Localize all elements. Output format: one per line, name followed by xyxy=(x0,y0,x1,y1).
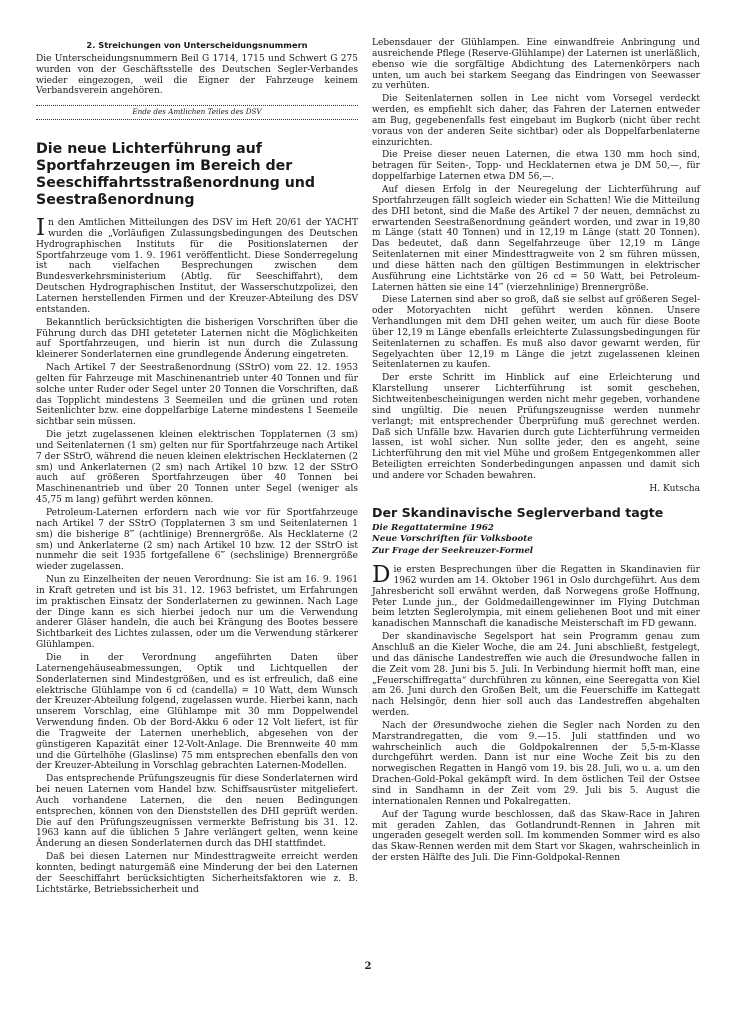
article-paragraph: Nun zu Einzelheiten der neuen Verordnung: Sie ist am 16. 9. 1961 in Kraft getreten und ist bis 31. 12. 1963 befristet, um Erfahrungen im praktischen Einsatz der Sonderlaternen zu gewinnen. Nach Lage der Dinge kann es sich hierbei jedoch nur um die Verwendung anderer Gläser handeln, die auch bei Krängung des Bootes bessere Sichtbarkeit des Lichtes zulassen, oder um die Verwendung stärkerer Glühlampen. xyxy=(36,575,358,651)
article-title-seglerverband: Der Skandinavische Seglerverband tagte xyxy=(372,504,664,520)
article-paragraph: Die ersten Besprechungen über die Regatten in Skandinavien für 1962 wurden am 14. Oktober 1961 in Oslo durchgeführt. Aus dem Jahresbericht soll erwähnt werden, daß Norwegens große Hoffnung, Peter Lunde jun., der Goldmedaillengewinner im Flying Dutchman beim letzten Seglerolympia, mit einem geliehenen Boot und mit einer kanadischen Mannschaft die kanadische Meisterschaft im FD gewann. xyxy=(372,562,700,630)
article-paragraph: Lebensdauer der Glühlampen. Eine einwandfreie Anbringung und ausreichende Pflege (Reserve-Glühlampe) der Laternen ist unerläßlich, ebenso wie die sorgfältige Abdichtung des Laternenkörpers nach unten, um auch bei starkem Seegang das Eindringen von Seewasser zu verhüten. xyxy=(372,38,700,92)
article-title-lichterfuehrung: Die neue Lichterführung auf Sportfahrzeugen im Bereich der Seeschiffahrtsstraßenordnung und Seestraßenordnung xyxy=(36,141,316,209)
subheading: Zur Frage der Seekreuzer-Formel xyxy=(372,545,534,556)
article-paragraph: Die Seitenlaternen sollen in Lee nicht vom Vorsegel verdeckt werden, es empfiehlt sich daher, das Fahren der Laternen entweder am Bug, gegebenenfalls fest eingebaut im Bugkorb (nicht über recht voraus von der anderen Seite sichtbar) oder als Doppelfarbenlaterne einzurichten. xyxy=(372,94,700,148)
article-paragraph: Diese Laternen sind aber so groß, daß sie selbst auf größeren Segel- oder Motoryachten nicht geführt werden können. Unsere Verhandlungen mit dem DHI gehen weiter, um auch für diese Boote über 12,19 m Länge ebenfalls erleichterte Zulassungsbedingungen für Seitenlaternen zu schaffen. Es muß also davor gewarnt werden, für Segelyachten über 12,19 m Länge die jetzt zugelassenen kleinen Seitenlaternen zu kaufen. xyxy=(372,295,700,371)
drop-cap: D xyxy=(372,562,391,589)
article-paragraph: Bekanntlich berücksichtigten die bisherigen Vorschriften über die Führung durch das DHI geteteter Laternen nicht die Möglichkeiten auf Sportfahrzeugen, und hierin ist nun durch die Zulassung kleinerer Sonderlaternen eine grundlegende Änderung eingetreten. xyxy=(36,317,358,361)
article-paragraph: Die in der Verordnung angeführten Daten über Laternengehäuseabmessungen, Optik und Lichtquellen der Sonderlaternen sind Mindestgrößen, und es ist erfreulich, daß eine elektrische Glühlampe von 6 cd (candella) = 10 Watt, dem Wunsch der Kreuzer-Abteilung folgend, zugelassen wurde. Hierbei kann, nach unserem Vorschlag, eine Glühlampe mit 30 mm Doppelwendel Verwendung finden. Ob der Bord-Akku 6 oder 12 Volt liefert, ist für die Tragweite der Laternen unerheblich, abgesehen von der günstigeren Kapazität einer 12-Volt-Anlage. Die Brennweite 40 mm und die Gürtelhöhe (Glaslinse) 75 mm entsprechen ebenfalls den von der Kreuzer-Abteilung in Vorschlag gebrachten Laternen-Modellen. xyxy=(36,652,358,772)
article-paragraph: Die jetzt zugelassenen kleinen elektrischen Topplaternen (3 sm) und Seitenlaternen (1 sm) gelten nur für Sportfahrzeuge nach Artikel 7 der SStrO, während die neuen kleinen elektrischen Hecklaternen (2 sm) und Ankerlaternen (2 sm) nach Artikel 10 bzw. 12 der SStrO auch auf größeren Sportfahrzeugen über 40 Tonnen bei Maschinenantrieb und über 20 Tonnen unter Segel (weniger als 45,75 m lang) geführt werden können. xyxy=(36,430,358,506)
section-heading: 2. Streichungen von Unterscheidungsnummern xyxy=(86,40,308,50)
right-column xyxy=(372,38,700,866)
left-column xyxy=(36,38,358,898)
article-paragraph: Daß bei diesen Laternen nur Mindesttragweite erreicht werden konnten, bedingt naturgemäß eine Minderung der bei den Laternen der Seeschiffahrt berücksichtigten Sicherheitsfaktoren wie z. B. Lichtstärke, Betriebssicherheit und xyxy=(36,852,358,895)
subheading: Die Regattatermine 1962 xyxy=(372,522,494,533)
section-paragraph: Die Unterscheidungsnummern Beil G 1714, 1715 und Schwert G 275 wurden von der Geschäftsstelle des Deutschen Segler-Verbandes wieder eingezogen, weil die Eigner der Fahrzeuge keinem Verbandsverein angehören. xyxy=(36,53,358,97)
page-number: 2 xyxy=(364,961,372,972)
article-paragraph: Petroleum-Laternen erfordern nach wie vor für Sportfahrzeuge nach Artikel 7 der SStrO (Topplaternen 3 sm und Seitenlaternen 1 sm) die bisherige 8‴ (achtlinige) Brennergröße. Als Hecklaterne (2 sm) und Ankerlaterne (2 sm) nach Artikel 10 bzw. 12 der SStrO ist nunmehr die seit 1935 fortgefallene 6‴ (sechslinige) Brennergröße wieder zugelassen. xyxy=(36,508,358,573)
article-paragraph: Das entsprechende Prüfungszeugnis für diese Sonderlaternen wird bei neuen Laternen vom Handel bzw. Schiffsausrüster mitgeliefert. Auch vorhandene Laternen, die den neuen Bedingungen entsprechen, können von den Dienststellen des DHI geprüft werden. Die auf den Prüfungszeugnissen vermerkte Befristung bis 31. 12. 1963 kann auf die üblichen 5 Jahre verlängert gelten, wenn keine Änderung an diesen Sonderlaternen durch das DHI stattfindet. xyxy=(36,774,358,850)
article-paragraph: Auf der Tagung wurde beschlossen, daß das Skaw-Race in Jahren mit geraden Zahlen, das Gotlandrundt-Rennen in Jahren mit ungeraden gesegelt werden soll. Im kommenden Sommer wird es also das Skaw-Rennen werden mit dem Start vor Skagen, wahrscheinlich in der ersten Hälfte des Juli. Die Finn-Goldpokal-Rennen xyxy=(372,809,700,864)
article-paragraph: Die Preise dieser neuen Laternen, die etwa 130 mm hoch sind, betragen für Seiten-, Topp- und Hecklaternen etwa je DM 50,—, für doppelfarbige Laternen etwa DM 56,—. xyxy=(372,150,700,183)
article-paragraph: Der erste Schritt im Hinblick auf eine Erleichterung und Klarstellung unserer Lichterführung ist somit geschehen, Sichtweitenbescheinigungen werden nicht mehr gegeben, vorhandene sind ungültig. Die neuen Prüfungszeugnisse werden nunmehr verlangt; mit entsprechender Überprüfung muß gerechnet werden. Daß sich Unfälle bzw. Havarien durch gute Lichterführung vermeiden lassen, ist wohl sicher. Nun sollte jeder, den es angeht, seine Lichterführung den mit viel Mühe und großem Entgegenkommen aller Beteiligten erreichten Sonderbedingungen anpassen und damit sich und andere vor Schaden bewahren. xyxy=(372,373,700,481)
article-paragraph: In den Amtlichen Mitteilungen des DSV im Heft 20/61 der YACHT wurden die „Vorläufigen Zulassungsbedingungen des Deutschen Hydrographischen Instituts für die Positionslaternen der Sportfahrzeuge vom 1. 9. 1961 veröffentlicht. Diese Sonderregelung ist nach vielfachen Besprechungen zwischen dem Bundesverkehrsministerium (Abtlg. für Seeschiffahrt), dem Deutschen Hydrographischen Institut, der Wasserschutzpolizei, den Laternen herstellenden Firmen und der Kreuzer-Abteilung des DSV entstanden. xyxy=(36,215,358,315)
author-signature: H. Kutscha xyxy=(649,483,700,494)
article-paragraph: Nach Artikel 7 der Seestraßenordnung (SStrO) vom 22. 12. 1953 gelten für Fahrzeuge mit Maschinenantrieb unter 40 Tonnen und für solche unter Ruder oder Segel unter 20 Tonnen die Vorschriften, daß das Topplicht mindestens 3 Seemeilen und die grünen und roten Seitenlichter bzw. eine doppelfarbige Laterne mindestens 1 Seemeile sichtbar sein müssen. xyxy=(36,363,358,428)
drop-cap: I xyxy=(36,215,46,242)
article-paragraph: Auf diesen Erfolg in der Neuregelung der Lichterführung auf Sportfahrzeugen fällt sogleich wieder ein Schatten! Wie die Mitteilung des DHI betont, sind die Maße des Artikel 7 der neuen, demnächst zu erwartenden Seestraßenordnung geändert worden, und zwar in 19,80 m Länge (statt 40 Tonnen) und in 12,19 m Länge (statt 20 Tonnen). Das bedeutet, daß dann Segelfahrzeuge über 12,19 m Länge Seitenlaternen mit einer Mindesttragweite von 2 sm führen müssen, und diese hätten nach den gültigen Bestimmungen in elektrischer Ausführung eine Lichtstärke von 26 cd = 50 Watt, bei Petroleum-Laternen hätten sie eine 14‴ (vierzehnlinige) Brennergröße. xyxy=(372,184,700,293)
article-paragraph: Nach der Øresundwoche ziehen die Segler nach Norden zu den Marstrandregatten, die vom 9.—15. Juli stattfinden und wo wahrscheinlich auch die Goldpokalrennen der 5,5-m-Klasse durchgeführt werden. Dann ist nur eine Woche Zeit bis zu den norwegischen Regatten in Hangö vom 19. bis 28. Juli, wo u. a. um den Drachen-Gold-Pokal gekämpft wird. In dem östlichen Teil der Ostsee sind in Sandhamn in der Zeit vom 29. Juli bis 5. August die internationalen Rennen und Pokalregatten. xyxy=(372,720,700,807)
end-of-official-section-marker: Ende des Amtlichen Teiles des DSV xyxy=(36,105,358,120)
subheading: Neue Vorschriften für Volksboote xyxy=(372,534,533,545)
article-paragraph: Der skandinavische Segelsport hat sein Programm genau zum Anschluß an die Kieler Woche, die am 24. Juni abschließt, festgelegt, und das dänische Landestreffen wie auch die Øresundwoche fallen in die Zeit vom 28. Juni bis 5. Juli. In Verbindung hiermit hofft man, eine „Feuerschiffregatta“ durchführen zu können, eine Seeregatta von Kiel am 26. Juni durch den Großen Belt, um die Feuerschiffe im Kattegatt nach Helsingör, denn hier soll auch das Landestreffen abgehalten werden. xyxy=(372,632,700,719)
